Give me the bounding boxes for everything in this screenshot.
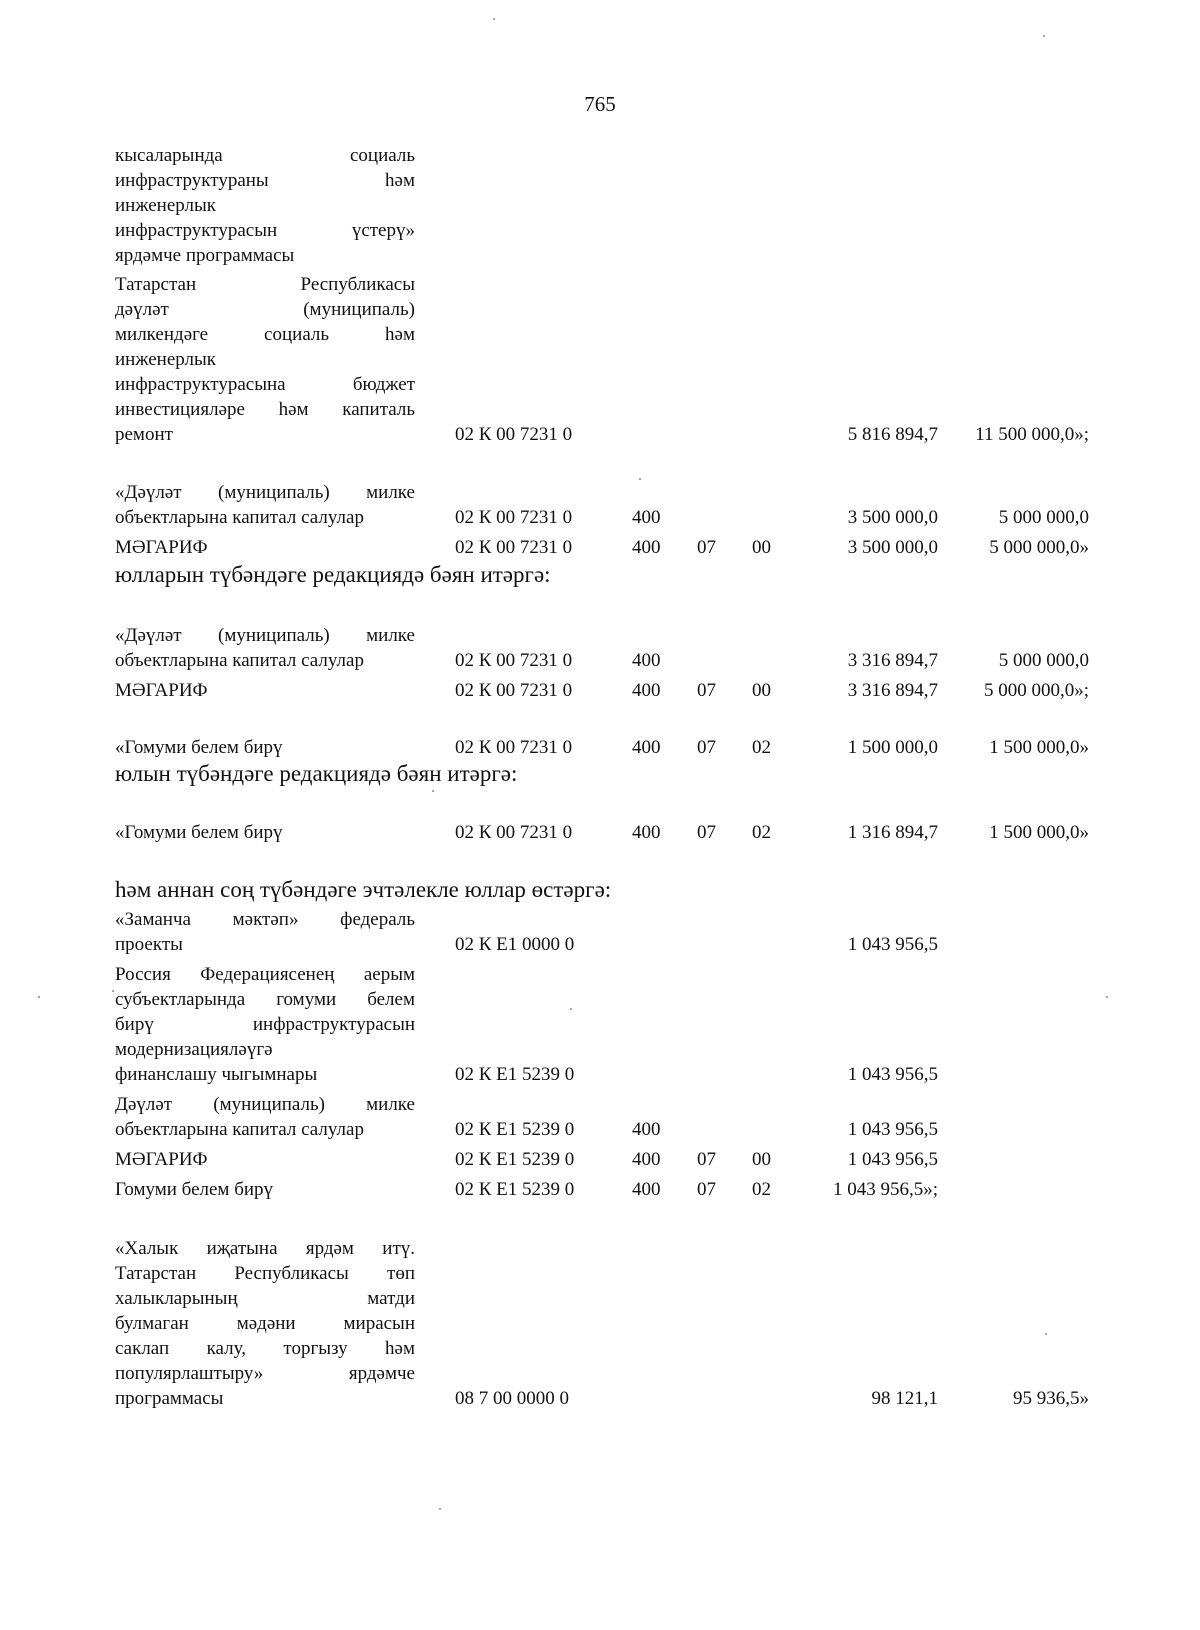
name-cell: кысаларында социаль (115, 145, 415, 166)
code-cell: 02 К Е1 0000 0 (455, 934, 575, 955)
name-cell: «Гомуми белем бирү (115, 737, 283, 758)
amount-2020-cell: 1 500 000,0» (989, 737, 1089, 758)
name-cell: объектларына капитал салулар (115, 1119, 364, 1140)
vr-cell: 400 (632, 1149, 661, 1170)
name-cell: «Дәүләт (муниципаль) милке (115, 482, 415, 503)
name-cell: Татарстан Республикасы (115, 274, 415, 295)
table-row (0, 1092, 1200, 1117)
name-cell: популярлаштыру» ярдәмче (115, 1363, 415, 1384)
amount-2019-cell: 1 043 956,5 (847, 1149, 938, 1170)
rz-cell: 07 (697, 1179, 716, 1200)
table-row (0, 1117, 1200, 1142)
code-cell: 08 7 00 0000 0 (455, 1388, 569, 1409)
name-cell: модернизацияләүгә (115, 1039, 273, 1060)
amendment-instruction: юлларын түбәндәге редакциядә бәян итәргә: (115, 562, 551, 587)
table-row (0, 168, 1200, 193)
amendment-instruction: һәм аннан соң түбәндәге эчтәлекле юллар өстәргә: (115, 877, 612, 902)
table-row (0, 272, 1200, 297)
table-row (0, 987, 1200, 1012)
code-cell: 02 К Е1 5239 0 (455, 1119, 575, 1140)
amount-2019-cell: 3 500 000,0 (847, 537, 938, 558)
name-cell: милкендәге социаль һәм (115, 324, 415, 345)
table-row (0, 1286, 1200, 1311)
name-cell: ремонт (115, 424, 173, 445)
name-cell: «Дәүләт (муниципаль) милке (115, 625, 415, 646)
table-row (0, 820, 1200, 845)
table-row (0, 372, 1200, 397)
table-row (0, 1062, 1200, 1087)
table-row (0, 932, 1200, 957)
table-row (0, 1012, 1200, 1037)
amount-2020-cell: 5 000 000,0 (998, 507, 1089, 528)
scan-speck (439, 1508, 441, 1510)
vr-cell: 400 (632, 507, 661, 528)
table-row (0, 322, 1200, 347)
vr-cell: 400 (632, 1119, 661, 1140)
amount-2019-cell: 1 316 894,7 (847, 822, 938, 843)
code-cell: 02 К 00 7231 0 (455, 507, 573, 528)
name-cell: Дәүләт (муниципаль) милке (115, 1094, 415, 1115)
name-cell: бирү инфраструктурасын (115, 1014, 415, 1035)
code-cell: 02 К 00 7231 0 (455, 822, 573, 843)
name-cell: проекты (115, 934, 183, 955)
page-number: 765 (584, 92, 616, 116)
amount-2019-cell: 1 043 956,5 (847, 1119, 938, 1140)
scan-speck (1106, 996, 1108, 998)
name-cell: «Заманча мәктәп» федераль (115, 909, 415, 930)
amount-2019-cell: 1 500 000,0 (847, 737, 938, 758)
amount-2019-cell: 98 121,1 (871, 1388, 938, 1409)
rz-cell: 07 (697, 737, 716, 758)
vr-cell: 400 (632, 537, 661, 558)
table-row (0, 193, 1200, 218)
amount-2019-cell: 1 043 956,5»; (832, 1179, 938, 1200)
name-cell: Татарстан Республикасы төп (115, 1263, 415, 1284)
table-row (0, 735, 1200, 760)
table-row (0, 422, 1200, 447)
scan-speck (112, 990, 114, 992)
table-row (0, 1336, 1200, 1361)
name-cell: «Халык иҗатына ярдәм итү. (115, 1238, 415, 1259)
scan-speck (432, 790, 434, 792)
name-cell: финанслашу чыгымнары (115, 1064, 318, 1085)
name-cell: «Гомуми белем бирү (115, 822, 283, 843)
pr-cell: 00 (752, 537, 771, 558)
scan-speck (639, 478, 641, 480)
amount-2019-cell: 3 316 894,7 (847, 680, 938, 701)
name-cell: дәүләт (муниципаль) (115, 299, 415, 320)
name-cell: инфраструктурасына бюджет (115, 374, 415, 395)
amount-2019-cell: 1 043 956,5 (847, 1064, 938, 1085)
name-cell: саклап калу, торгызу һәм (115, 1338, 415, 1359)
scan-speck (1043, 35, 1045, 37)
code-cell: 02 К Е1 5239 0 (455, 1149, 575, 1170)
name-cell: МӘГАРИФ (115, 680, 208, 701)
table-row (0, 143, 1200, 168)
table-row (0, 480, 1200, 505)
name-cell: Гомуми белем бирү (115, 1179, 274, 1200)
name-cell: инженерлык (115, 349, 216, 370)
table-row (0, 962, 1200, 987)
table-row (0, 1386, 1200, 1411)
name-cell: объектларына капитал салулар (115, 507, 364, 528)
code-cell: 02 К 00 7231 0 (455, 650, 573, 671)
table-row (0, 1236, 1200, 1261)
vr-cell: 400 (632, 680, 661, 701)
amount-2020-cell: 5 000 000,0» (989, 537, 1089, 558)
pr-cell: 00 (752, 1149, 771, 1170)
table-row (0, 1261, 1200, 1286)
amount-2020-cell: 5 000 000,0 (998, 650, 1089, 671)
name-cell: булмаган мәдәни мирасын (115, 1313, 415, 1334)
pr-cell: 02 (752, 1179, 771, 1200)
vr-cell: 400 (632, 1179, 661, 1200)
amendment-instruction: юлын түбәндәге редакциядә бәян итәргә: (115, 761, 518, 786)
name-cell: халыкларының матди (115, 1288, 415, 1309)
table-row (0, 623, 1200, 648)
code-cell: 02 К 00 7231 0 (455, 537, 573, 558)
table-row (0, 907, 1200, 932)
name-cell: инфраструктураны һәм (115, 170, 415, 191)
pr-cell: 02 (752, 822, 771, 843)
name-cell: инженерлык (115, 195, 216, 216)
scan-speck (570, 1008, 572, 1010)
table-row (0, 505, 1200, 530)
table-row (0, 648, 1200, 673)
amount-2019-cell: 3 500 000,0 (847, 507, 938, 528)
name-cell: МӘГАРИФ (115, 1149, 208, 1170)
scan-speck (38, 996, 40, 998)
name-cell: программасы (115, 1388, 224, 1409)
table-row (0, 1311, 1200, 1336)
table-row (0, 218, 1200, 243)
table-row (0, 1361, 1200, 1386)
code-cell: 02 К Е1 5239 0 (455, 1179, 575, 1200)
name-cell: инфраструктурасын үстерү» (115, 220, 415, 241)
code-cell: 02 К Е1 5239 0 (455, 1064, 575, 1085)
amount-2020-cell: 5 000 000,0»; (983, 680, 1089, 701)
code-cell: 02 К 00 7231 0 (455, 424, 573, 445)
name-cell: МӘГАРИФ (115, 537, 208, 558)
scan-speck (493, 18, 495, 20)
table-row (0, 1147, 1200, 1172)
amount-2019-cell: 1 043 956,5 (847, 934, 938, 955)
table-row (0, 297, 1200, 322)
table-row (0, 535, 1200, 560)
rz-cell: 07 (697, 537, 716, 558)
amount-2020-cell: 95 936,5» (1013, 1388, 1089, 1409)
vr-cell: 400 (632, 650, 661, 671)
amount-2019-cell: 5 816 894,7 (847, 424, 938, 445)
table-row (0, 397, 1200, 422)
name-cell: Россия Федерациясенең аерым (115, 964, 415, 985)
table-row (0, 678, 1200, 703)
name-cell: инвестицияләре һәм капиталь (115, 399, 415, 420)
name-cell: объектларына капитал салулар (115, 650, 364, 671)
pr-cell: 00 (752, 680, 771, 701)
amount-2020-cell: 1 500 000,0» (989, 822, 1089, 843)
table-row (0, 1037, 1200, 1062)
vr-cell: 400 (632, 737, 661, 758)
rz-cell: 07 (697, 1149, 716, 1170)
name-cell: ярдәмче программасы (115, 245, 295, 266)
scan-speck (1045, 1333, 1047, 1335)
amount-2020-cell: 11 500 000,0»; (975, 424, 1089, 445)
rz-cell: 07 (697, 822, 716, 843)
vr-cell: 400 (632, 822, 661, 843)
name-cell: субъектларында гомуми белем (115, 989, 415, 1010)
rz-cell: 07 (697, 680, 716, 701)
code-cell: 02 К 00 7231 0 (455, 737, 573, 758)
pr-cell: 02 (752, 737, 771, 758)
table-row (0, 1177, 1200, 1202)
amount-2019-cell: 3 316 894,7 (847, 650, 938, 671)
table-row (0, 243, 1200, 268)
table-row (0, 347, 1200, 372)
code-cell: 02 К 00 7231 0 (455, 680, 573, 701)
